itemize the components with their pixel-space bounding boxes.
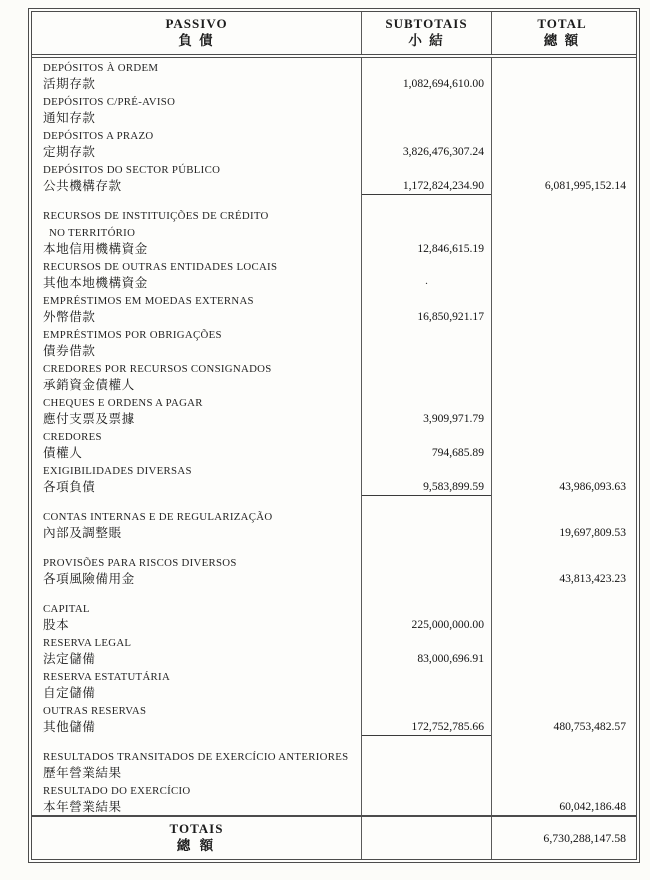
row-label-cell	[32, 109, 361, 126]
table-row	[32, 684, 636, 701]
row-label-cell	[32, 735, 361, 747]
row-label: DEPÓSITOS A PRAZO	[43, 130, 154, 142]
total-cell	[491, 570, 632, 587]
row-label-cell	[32, 781, 361, 798]
subtotal-cell	[361, 633, 491, 650]
total-cell	[491, 650, 632, 667]
table-row	[32, 478, 636, 495]
header-passivo-zh: 負 債	[178, 33, 215, 48]
subtotal-cell	[361, 541, 491, 553]
table-row	[32, 599, 636, 616]
row-label: 承銷資金債權人	[43, 378, 135, 392]
row-label: 其他本地機構資金	[43, 276, 148, 290]
total-cell	[491, 599, 632, 616]
row-label-cell	[32, 633, 361, 650]
row-label: 本地信用機構資金	[43, 242, 148, 256]
total-cell	[491, 735, 632, 747]
row-label: 其他儲備	[43, 720, 96, 734]
row-label-cell	[32, 553, 361, 570]
subtotal-cell	[361, 75, 491, 92]
total-cell	[491, 764, 632, 781]
table-row	[32, 206, 636, 223]
subtotal-cell	[361, 410, 491, 427]
total-value: 43,986,093.63	[559, 480, 626, 493]
table-row	[32, 359, 636, 376]
table-row	[32, 633, 636, 650]
subtotal-cell	[361, 58, 491, 75]
subtotal-cell	[361, 781, 491, 798]
row-label-cell	[32, 325, 361, 342]
total-cell	[491, 291, 632, 308]
table-row	[32, 177, 636, 194]
subtotal-cell	[361, 495, 491, 507]
subtotal-value: 16,850,921.17	[417, 310, 484, 323]
row-label: 活期存款	[43, 77, 96, 91]
table-row	[32, 650, 636, 667]
row-label: PROVISÕES PARA RISCOS DIVERSOS	[43, 557, 237, 569]
total-cell	[491, 223, 632, 240]
subtotal-cell	[361, 570, 491, 587]
totals-subtotal-cell	[361, 817, 491, 859]
table-row	[32, 461, 636, 478]
table-row	[32, 495, 636, 507]
row-label-cell	[32, 291, 361, 308]
row-label-cell	[32, 206, 361, 223]
row-label: CONTAS INTERNAS E DE REGULARIZAÇÃO	[43, 511, 273, 523]
subtotal-cell	[361, 684, 491, 701]
row-label: CAPITAL	[43, 603, 90, 615]
row-label: 法定儲備	[43, 652, 96, 666]
total-cell	[491, 587, 632, 599]
row-label: 債券借款	[43, 344, 96, 358]
row-label-cell	[32, 58, 361, 75]
total-cell	[491, 58, 632, 75]
row-label-cell	[32, 798, 361, 815]
table-row	[32, 376, 636, 393]
subtotal-value: 225,000,000.00	[411, 618, 484, 631]
total-cell	[491, 553, 632, 570]
table-row	[32, 126, 636, 143]
table-row	[32, 257, 636, 274]
row-label-cell	[32, 143, 361, 160]
row-label-cell	[32, 410, 361, 427]
row-label-cell	[32, 274, 361, 291]
table-row	[32, 798, 636, 815]
total-cell	[491, 240, 632, 257]
subtotal-value: 1,172,824,234.90	[402, 179, 484, 192]
subtotal-cell	[361, 206, 491, 223]
table-row	[32, 291, 636, 308]
total-cell	[491, 308, 632, 325]
grand-total-value: 6,730,288,147.58	[543, 830, 626, 845]
row-label: CHEQUES E ORDENS A PAGAR	[43, 397, 203, 409]
table-row	[32, 109, 636, 126]
subtotal-value: 3,826,476,307.24	[402, 145, 484, 158]
row-label: 各項風險備用金	[43, 572, 135, 586]
subtotal-cell	[361, 427, 491, 444]
total-cell	[491, 257, 632, 274]
subtotal-cell	[361, 764, 491, 781]
total-value: 480,753,482.57	[553, 720, 626, 733]
row-label: 債權人	[43, 446, 83, 460]
header-total	[491, 12, 632, 54]
table-row	[32, 410, 636, 427]
subtotal-cell	[361, 291, 491, 308]
row-label: 定期存款	[43, 145, 96, 159]
totals-row	[32, 815, 636, 859]
total-cell	[491, 541, 632, 553]
table-row	[32, 747, 636, 764]
table-row	[32, 764, 636, 781]
subtotal-cell	[361, 92, 491, 109]
total-cell	[491, 274, 632, 291]
total-value: 43,813,423.23	[559, 572, 626, 585]
subtotal-cell	[361, 701, 491, 718]
total-cell	[491, 109, 632, 126]
table-row	[32, 735, 636, 747]
subtotal-cell	[361, 274, 491, 291]
subtotal-cell	[361, 667, 491, 684]
table-row	[32, 160, 636, 177]
row-label-cell	[32, 92, 361, 109]
subtotal-cell	[361, 478, 491, 496]
row-label-cell	[32, 718, 361, 736]
row-label-cell	[32, 495, 361, 507]
subtotal-cell	[361, 444, 491, 461]
subtotal-cell	[361, 599, 491, 616]
subtotal-cell	[361, 177, 491, 195]
row-label: 股本	[43, 618, 70, 632]
subtotal-value: 172,752,785.66	[411, 720, 484, 733]
subtotal-cell	[361, 240, 491, 257]
total-cell	[491, 747, 632, 764]
subtotal-cell	[361, 587, 491, 599]
header-subtotais	[361, 12, 491, 54]
row-label: CREDORES POR RECURSOS CONSIGNADOS	[43, 363, 272, 375]
row-label-cell	[32, 478, 361, 496]
table-row	[32, 143, 636, 160]
row-label-cell	[32, 393, 361, 410]
subtotal-cell	[361, 650, 491, 667]
subtotal-cell	[361, 718, 491, 736]
totals-label-pt: TOTAIS	[169, 821, 224, 836]
total-cell	[491, 718, 632, 736]
totals-grand-total	[491, 817, 632, 859]
table-row	[32, 427, 636, 444]
row-label: 應付支票及票據	[43, 412, 135, 426]
balance-sheet-table	[28, 8, 640, 863]
row-label-cell	[32, 684, 361, 701]
totals-label	[32, 817, 361, 859]
total-cell	[491, 410, 632, 427]
total-cell	[491, 701, 632, 718]
table-row	[32, 444, 636, 461]
row-label-cell	[32, 194, 361, 206]
row-label-cell	[32, 570, 361, 587]
artifact-dot: .	[425, 275, 428, 287]
header-subtotais-zh: 小 結	[408, 33, 445, 48]
row-label-cell	[32, 376, 361, 393]
subtotal-cell	[361, 376, 491, 393]
row-label-cell	[32, 587, 361, 599]
header-total-pt: TOTAL	[537, 16, 587, 31]
row-label-cell	[32, 177, 361, 195]
total-cell	[491, 495, 632, 507]
subtotal-cell	[361, 616, 491, 633]
total-cell	[491, 461, 632, 478]
row-label-cell	[32, 75, 361, 92]
total-cell	[491, 633, 632, 650]
subtotal-cell	[361, 524, 491, 541]
row-label-cell	[32, 308, 361, 325]
subtotal-cell	[361, 798, 491, 815]
row-label-cell	[32, 747, 361, 764]
row-label: NO TERRITÓRIO	[49, 227, 136, 239]
subtotal-cell	[361, 257, 491, 274]
subtotal-cell	[361, 359, 491, 376]
table-row	[32, 58, 636, 75]
subtotal-value: 794,685.89	[431, 446, 484, 459]
total-cell	[491, 92, 632, 109]
total-cell	[491, 160, 632, 177]
row-label: OUTRAS RESERVAS	[43, 705, 147, 717]
row-label: DEPÓSITOS À ORDEM	[43, 62, 159, 74]
row-label: 本年營業結果	[43, 800, 122, 814]
header-subtotais-pt: SUBTOTAIS	[385, 16, 468, 31]
total-cell	[491, 781, 632, 798]
header-passivo	[32, 12, 361, 54]
row-label: 外幣借款	[43, 310, 96, 324]
row-label-cell	[32, 599, 361, 616]
table-row	[32, 507, 636, 524]
row-label: RESULTADOS TRANSITADOS DE EXERCÍCIO ANTERIORES	[43, 751, 349, 763]
table-header	[32, 12, 636, 58]
row-label: RESERVA LEGAL	[43, 637, 132, 649]
row-label: 內部及調整賬	[43, 526, 122, 540]
total-cell	[491, 206, 632, 223]
table-row	[32, 274, 636, 291]
row-label: EMPRÉSTIMOS POR OBRIGAÇÕES	[43, 329, 222, 341]
row-label: 歷年營業結果	[43, 766, 122, 780]
row-label: EXIGIBILIDADES DIVERSAS	[43, 465, 192, 477]
table-row	[32, 194, 636, 206]
subtotal-cell	[361, 109, 491, 126]
subtotal-cell	[361, 507, 491, 524]
subtotal-cell	[361, 325, 491, 342]
total-cell	[491, 177, 632, 195]
table-row	[32, 587, 636, 599]
total-cell	[491, 798, 632, 815]
table-row	[32, 553, 636, 570]
table-row	[32, 223, 636, 240]
subtotal-cell	[361, 308, 491, 325]
total-cell	[491, 667, 632, 684]
row-label: RESULTADO DO EXERCÍCIO	[43, 785, 191, 797]
header-passivo-pt: PASSIVO	[165, 16, 228, 31]
table-row	[32, 92, 636, 109]
table-body	[32, 58, 636, 815]
subtotal-cell	[361, 194, 491, 206]
row-label: RECURSOS DE OUTRAS ENTIDADES LOCAIS	[43, 261, 278, 273]
subtotal-cell	[361, 342, 491, 359]
total-cell	[491, 325, 632, 342]
subtotal-value: 9,583,899.59	[423, 480, 484, 493]
subtotal-cell	[361, 553, 491, 570]
table-row	[32, 541, 636, 553]
row-label: DEPÓSITOS C/PRÉ-AVISO	[43, 96, 176, 108]
row-label-cell	[32, 667, 361, 684]
total-cell	[491, 684, 632, 701]
table-row	[32, 240, 636, 257]
row-label-cell	[32, 616, 361, 633]
total-cell	[491, 393, 632, 410]
table-row	[32, 781, 636, 798]
row-label-cell	[32, 444, 361, 461]
total-cell	[491, 376, 632, 393]
table-row	[32, 308, 636, 325]
table-row	[32, 524, 636, 541]
table-row	[32, 718, 636, 735]
total-value: 60,042,186.48	[559, 800, 626, 813]
subtotal-value: 1,082,694,610.00	[402, 77, 484, 90]
row-label-cell	[32, 650, 361, 667]
row-label-cell	[32, 223, 361, 240]
subtotal-value: 12,846,615.19	[417, 242, 484, 255]
subtotal-cell	[361, 160, 491, 177]
row-label-cell	[32, 257, 361, 274]
total-cell	[491, 342, 632, 359]
row-label-cell	[32, 541, 361, 553]
subtotal-value: 3,909,971.79	[423, 412, 484, 425]
row-label: 通知存款	[43, 111, 96, 125]
row-label: EMPRÉSTIMOS EM MOEDAS EXTERNAS	[43, 295, 254, 307]
row-label-cell	[32, 461, 361, 478]
total-value: 6,081,995,152.14	[544, 179, 626, 192]
subtotal-cell	[361, 393, 491, 410]
row-label: CREDORES	[43, 431, 102, 443]
row-label-cell	[32, 524, 361, 541]
total-cell	[491, 75, 632, 92]
table-row	[32, 325, 636, 342]
subtotal-cell	[361, 126, 491, 143]
totals-label-zh: 總 額	[176, 838, 217, 853]
total-cell	[491, 478, 632, 496]
row-label-cell	[32, 160, 361, 177]
row-label: RECURSOS DE INSTITUIÇÕES DE CRÉDITO	[43, 210, 269, 222]
total-cell	[491, 427, 632, 444]
subtotal-cell	[361, 735, 491, 747]
total-cell	[491, 616, 632, 633]
total-cell	[491, 126, 632, 143]
subtotal-cell	[361, 461, 491, 478]
table-row	[32, 393, 636, 410]
row-label-cell	[32, 507, 361, 524]
row-label: 自定儲備	[43, 686, 96, 700]
table-row	[32, 667, 636, 684]
row-label-cell	[32, 764, 361, 781]
table-row	[32, 342, 636, 359]
row-label-cell	[32, 359, 361, 376]
row-label: 公共機構存款	[43, 179, 122, 193]
row-label-cell	[32, 342, 361, 359]
table-row	[32, 570, 636, 587]
row-label: RESERVA ESTATUTÁRIA	[43, 671, 171, 683]
table-row	[32, 75, 636, 92]
total-cell	[491, 143, 632, 160]
subtotal-value: 83,000,696.91	[417, 652, 484, 665]
table-row	[32, 616, 636, 633]
row-label-cell	[32, 701, 361, 718]
row-label: DEPÓSITOS DO SECTOR PÚBLICO	[43, 164, 221, 176]
subtotal-cell	[361, 223, 491, 240]
total-cell	[491, 444, 632, 461]
total-cell	[491, 194, 632, 206]
total-cell	[491, 507, 632, 524]
row-label-cell	[32, 126, 361, 143]
row-label-cell	[32, 427, 361, 444]
row-label-cell	[32, 240, 361, 257]
total-value: 19,697,809.53	[559, 526, 626, 539]
row-label: 各項負債	[43, 480, 96, 494]
header-total-zh: 總 額	[543, 33, 581, 48]
total-cell	[491, 359, 632, 376]
subtotal-cell	[361, 747, 491, 764]
total-cell	[491, 524, 632, 541]
subtotal-cell	[361, 143, 491, 160]
table-row	[32, 701, 636, 718]
